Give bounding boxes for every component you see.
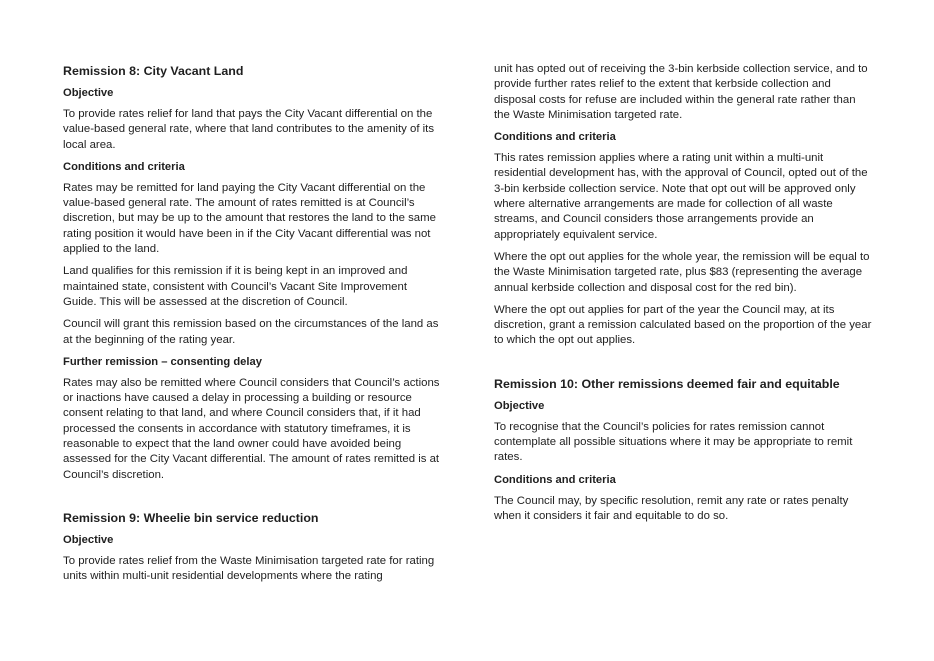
conditions-paragraph: Land qualifies for this remission if it is being kept in an improved and maintained state, consistent with Council’s Vacant Site Improvement Guide. This will be assessed at the discretion of Council.	[63, 265, 408, 308]
conditions-paragraph: Where the opt out applies for the whole year, the remission will be equal to the Waste Minimisation targeted rate, plus $83 (representing the average annual kerbside collection and disposal cost for the red bin).	[494, 250, 870, 294]
objective-heading: Objective	[63, 533, 114, 546]
remission-10-title: Remission 10: Other remissions deemed fair and equitable	[494, 376, 840, 391]
continued-paragraph: unit has opted out of receiving the 3-bin kerbside collection service, and to provide further rates relief to the extent that kerbside collection and disposal costs for refuse are included within the general rate rather than the Waste Minimisation targeted rate.	[494, 63, 868, 121]
conditions-paragraph: Rates may be remitted for land paying the City Vacant differential on the value-based general rate. The amount of rates remitted is at Council’s discretion, but may be up to the amount that restores the land to the same rating position it would have been in if the City Vacant differential was not applied to the land.	[63, 181, 436, 256]
remission-8-title: Remission 8: City Vacant Land	[63, 64, 244, 78]
conditions-paragraph: Council will grant this remission based on the circumstances of the land as at the beginning of the rating year.	[63, 318, 439, 346]
further-remission-paragraph: Rates may also be remitted where Council considers that Council’s actions or inactions have caused a delay in processing a building or resource consent relating to that land, and where Council considers that, if it had processed the consents in accordance with statutory timeframes, it is reasonable to expect that the land owner could have avoided being assessed for the City Vacant differential. The amount of rates remitted is at Council’s discretion.	[63, 376, 440, 481]
right-column	[494, 63, 874, 531]
objective-paragraph: To recognise that the Council’s policies for rates remission cannot contemplate all possible situations where it may be appropriate to remit rates.	[494, 420, 853, 464]
conditions-paragraph: Where the opt out applies for part of the year the Council may, at its discretion, grant a remission calculated based on the proportion of the year to which the opt out applies.	[494, 303, 872, 347]
remission-9-title: Remission 9: Wheelie bin service reduction	[63, 510, 319, 525]
objective-heading: Objective	[63, 87, 114, 99]
further-remission-heading: Further remission – consenting delay	[63, 355, 262, 368]
conditions-heading: Conditions and criteria	[494, 131, 616, 144]
conditions-heading: Conditions and criteria	[494, 473, 616, 486]
conditions-heading: Conditions and criteria	[63, 160, 185, 173]
objective-heading: Objective	[494, 399, 545, 412]
left-column	[63, 63, 441, 592]
conditions-paragraph: The Council may, by specific resolution, remit any rate or rates penalty when it considers it fair and equitable to do so.	[494, 494, 849, 522]
conditions-paragraph: This rates remission applies where a rating unit within a multi-unit residential development has, with the approval of Council, opted out of the 3-bin kerbside collection service. Note that opt out will be approved only where alternative arrangements are made for collection of all waste streams, and Council considers those arrangements provide an appropriately equivalent service.	[494, 152, 868, 241]
objective-paragraph: To provide rates relief for land that pays the City Vacant differential on the value-based general rate, where that land contributes to the amenity of its local area.	[63, 108, 435, 151]
objective-paragraph: To provide rates relief from the Waste Minimisation targeted rate for rating units within multi-unit residential developments where the rating	[63, 554, 435, 583]
